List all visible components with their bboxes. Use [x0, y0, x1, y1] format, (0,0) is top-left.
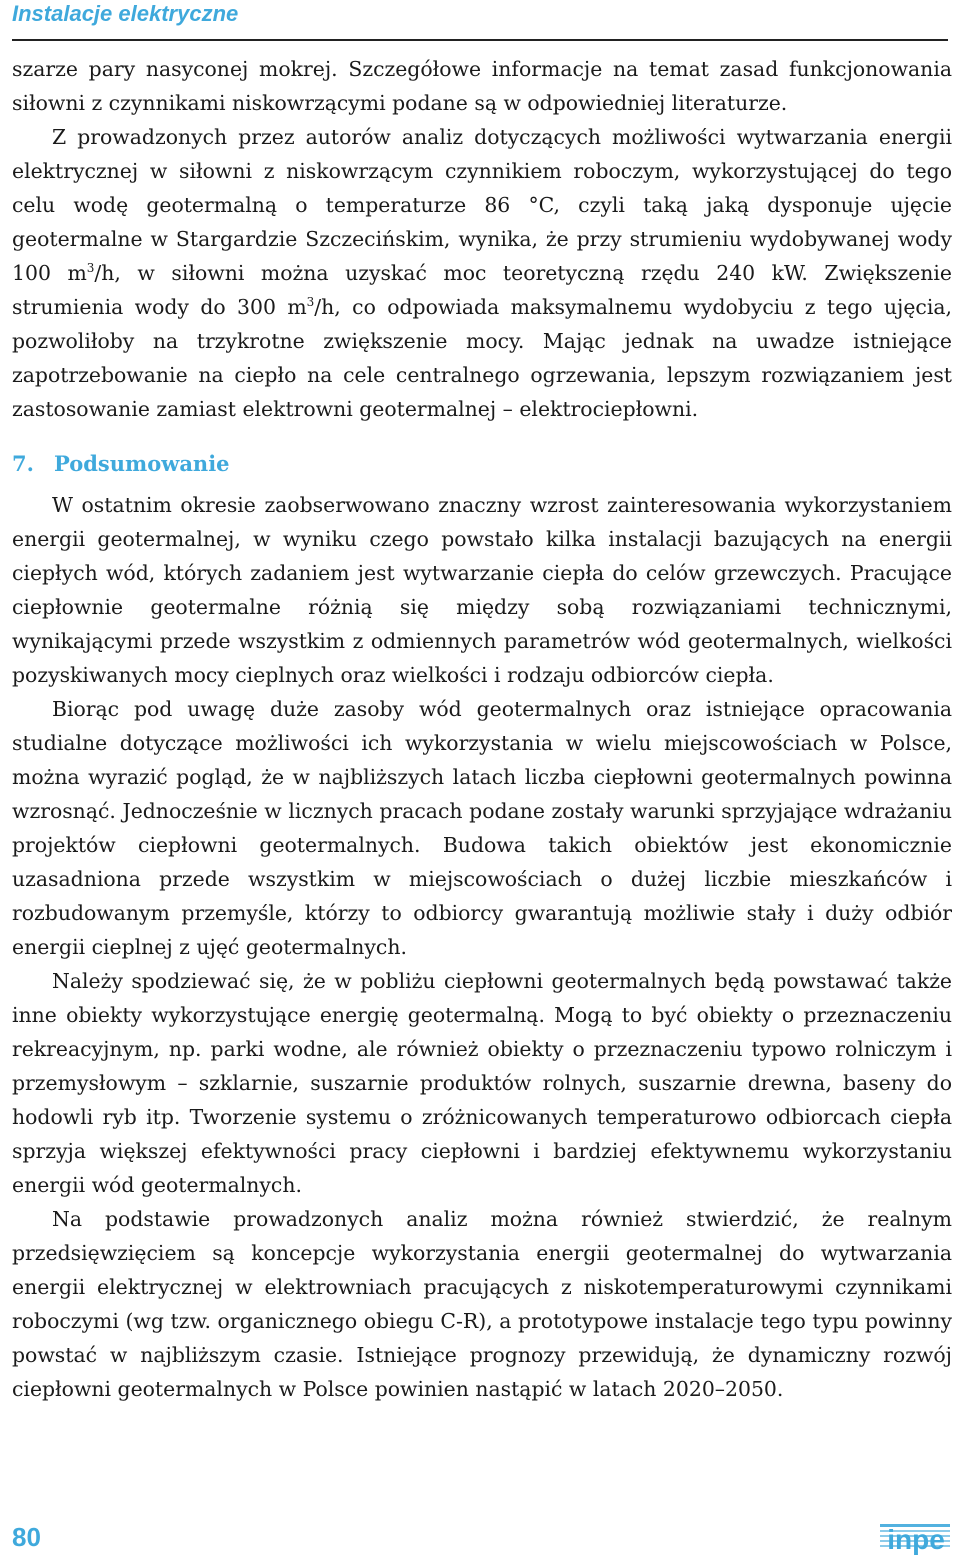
paragraph-text: /h, co odpowiada maksymalnemu wydobyciu z tego ujęcia, pozwoliłoby na trzykrotne zwiększenie mocy. Mając jednak na uwadze istniejące zapotrzebowanie na ciepło na cele centralnego ogrzewania, lepszym rozwiązaniem jest zastosowanie zamiast elektrowni geotermalnej – elektrociepłowni. — [12, 295, 952, 421]
inpe-logo — [878, 1518, 954, 1558]
paragraph — [12, 120, 952, 426]
section-title: Podsumowanie — [54, 451, 230, 476]
running-header-title: Instalacje elektryczne — [12, 1, 239, 26]
paragraph-text: szarze pary nasyconej mokrej. Szczegółowe informacje na temat zasad funkcjonowania siłowni z czynnikami niskowrzącymi podane są w odpowiedniej literaturze. — [12, 57, 952, 115]
body-text — [12, 52, 952, 1406]
paragraph-text: /h, w siłowni można uzyskać moc teoretyczną rzędu 240 kW. Zwiększenie strumienia wody do 300 m — [12, 261, 952, 319]
paragraph-text: Z prowadzonych przez autorów analiz dotyczących możliwości wytwarzania energii elektrycznej w siłowni z niskowrzącym czynnikiem roboczym, wykorzystującej do tego celu wodę geotermalną o temperaturze 86 °C, czyli taką jaką dysponuje ujęcie geotermalne w Stargardzie Szczecińskim, wynika, że przy strumieniu wydobywanej wody 100 m — [12, 125, 952, 285]
logo-text: inpe — [887, 1524, 945, 1555]
paragraph: W ostatnim okresie zaobserwowano znaczny wzrost zainteresowania wykorzystaniem energii geotermalnej, w wyniku czego powstało kilka instalacji bazujących na energii ciepłych wód, których zadaniem jest wytwarzanie ciepła do celów grzewczych. Pracujące ciepłownie geotermalne różnią się między sobą rozwiązaniami technicznymi, wynikającymi przede wszystkim z odmiennych parametrów wód geotermalnych, wielkości pozyskiwanych mocy cieplnych oraz wielkości i rodzaju odbiorców ciepła. — [12, 493, 952, 687]
page-number: 80 — [12, 1522, 41, 1552]
paragraph: Biorąc pod uwagę duże zasoby wód geotermalnych oraz istniejące opracowania studialne dotyczące możliwości ich wykorzystania w wielu miejscowościach w Polsce, można wyrazić pogląd, że w najbliższych latach liczba ciepłowni geotermalnych powinna wzrosnąć. Jednocześnie w licznych pracach podane zostały warunki sprzyjające wdrażaniu projektów ciepłowni geotermalnych. Budowa takich obiektów jest ekonomicznie uzasadniona przede wszystkim w miejscowościach o dużej liczbie mieszkańców i rozbudowanym przemyśle, którzy to odbiorcy gwarantują możliwie stały i duży odbiór energii cieplnej z ujęć geotermalnych. — [12, 697, 952, 959]
section-heading — [12, 448, 952, 480]
paragraph: Należy spodziewać się, że w pobliżu ciepłowni geotermalnych będą powstawać także inne obiekty wykorzystujące energię geotermalną. Mogą to być obiekty o przeznaczeniu rekreacyjnym, np. parki wodne, ale również obiekty o przeznaczeniu typowo rolniczym i przemysłowym – szklarnie, suszarnie produktów rolnych, suszarnie drewna, baseny do hodowli ryb itp. Tworzenie systemu o zróżnicowanych temperaturowo odbiorcach ciepła sprzyja większej efektywności pracy ciepłowni i bardziej efektywnemu wykorzystaniu energii wód geotermalnych. — [12, 969, 952, 1197]
superscript: 3 — [86, 261, 95, 276]
paragraph-continued — [12, 52, 952, 120]
superscript: 3 — [306, 295, 315, 310]
page-header — [12, 0, 948, 41]
paragraph: Na podstawie prowadzonych analiz można również stwierdzić, że realnym przedsięwzięciem są koncepcje wykorzystania energii geotermalnej do wytwarzania energii elektrycznej w elektrowniach pracujących z niskotemperaturowymi czynnikami roboczymi (wg tzw. organicznego obiegu C-R), a prototypowe instalacje tego typu powinny powstać w najbliższym czasie. Istniejące prognozy przewidują, że dynamiczny rozwój ciepłowni geotermalnych w Polsce powinien nastąpić w latach 2020–2050. — [12, 1207, 952, 1401]
section-number: 7. — [12, 451, 34, 476]
